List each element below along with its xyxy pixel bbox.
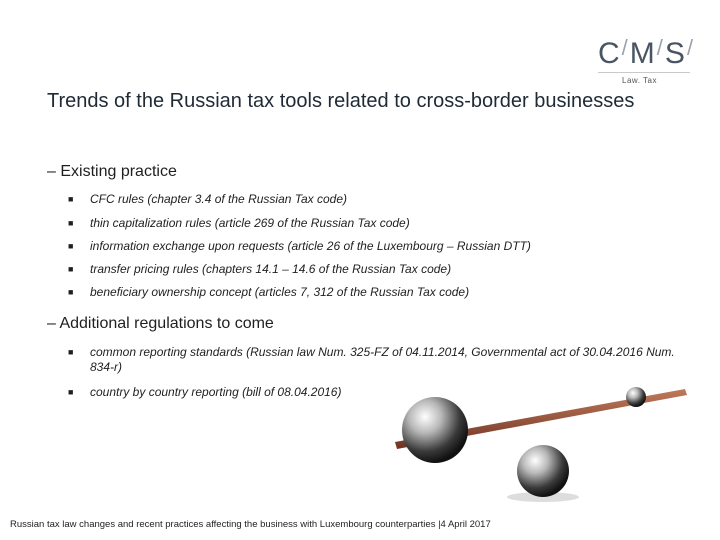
square-bullet-icon: ■ bbox=[68, 218, 74, 228]
cms-logo-mark: C/M/S/ bbox=[598, 35, 695, 70]
square-bullet-icon: ■ bbox=[68, 194, 74, 204]
bullet-text: thin capitalization rules (article 269 of the Russian Tax code) bbox=[90, 216, 410, 230]
bullet-text: country by country reporting (bill of 08.04.2016) bbox=[90, 385, 342, 399]
small-ball-icon bbox=[626, 387, 646, 407]
logo-divider bbox=[598, 72, 690, 73]
logo-tagline: Law. Tax bbox=[622, 76, 657, 85]
footer-text: Russian tax law changes and recent practices affecting the business with Luxembourg counterparties |4 April 2017 bbox=[10, 519, 491, 530]
large-ball-icon bbox=[402, 397, 468, 463]
section-heading-existing: – Existing practice bbox=[47, 163, 177, 180]
balance-illustration bbox=[395, 375, 695, 505]
bullet-text: CFC rules (chapter 3.4 of the Russian Tax code) bbox=[90, 192, 348, 206]
bullet-text: common reporting standards (Russian law Num. 325-FZ of 04.11.2014, Governmental act of 30.04.2016 Num. 834-r) bbox=[90, 345, 675, 374]
square-bullet-icon: ■ bbox=[68, 264, 74, 274]
section-heading-additional: – Additional regulations to come bbox=[47, 315, 274, 332]
square-bullet-icon: ■ bbox=[68, 287, 74, 297]
cms-logo bbox=[598, 30, 695, 90]
square-bullet-icon: ■ bbox=[68, 347, 74, 357]
bullet-text: information exchange upon requests (article 26 of the Luxembourg – Russian DTT) bbox=[90, 239, 531, 253]
square-bullet-icon: ■ bbox=[68, 241, 74, 251]
bullet-text: beneficiary ownership concept (articles 7, 312 of the Russian Tax code) bbox=[90, 285, 470, 299]
fulcrum-ball-icon bbox=[517, 445, 569, 497]
square-bullet-icon: ■ bbox=[68, 387, 74, 397]
slide-title: Trends of the Russian tax tools related to cross-border businesses bbox=[47, 90, 635, 112]
bullet-text: transfer pricing rules (chapters 14.1 – 14.6 of the Russian Tax code) bbox=[90, 262, 452, 276]
